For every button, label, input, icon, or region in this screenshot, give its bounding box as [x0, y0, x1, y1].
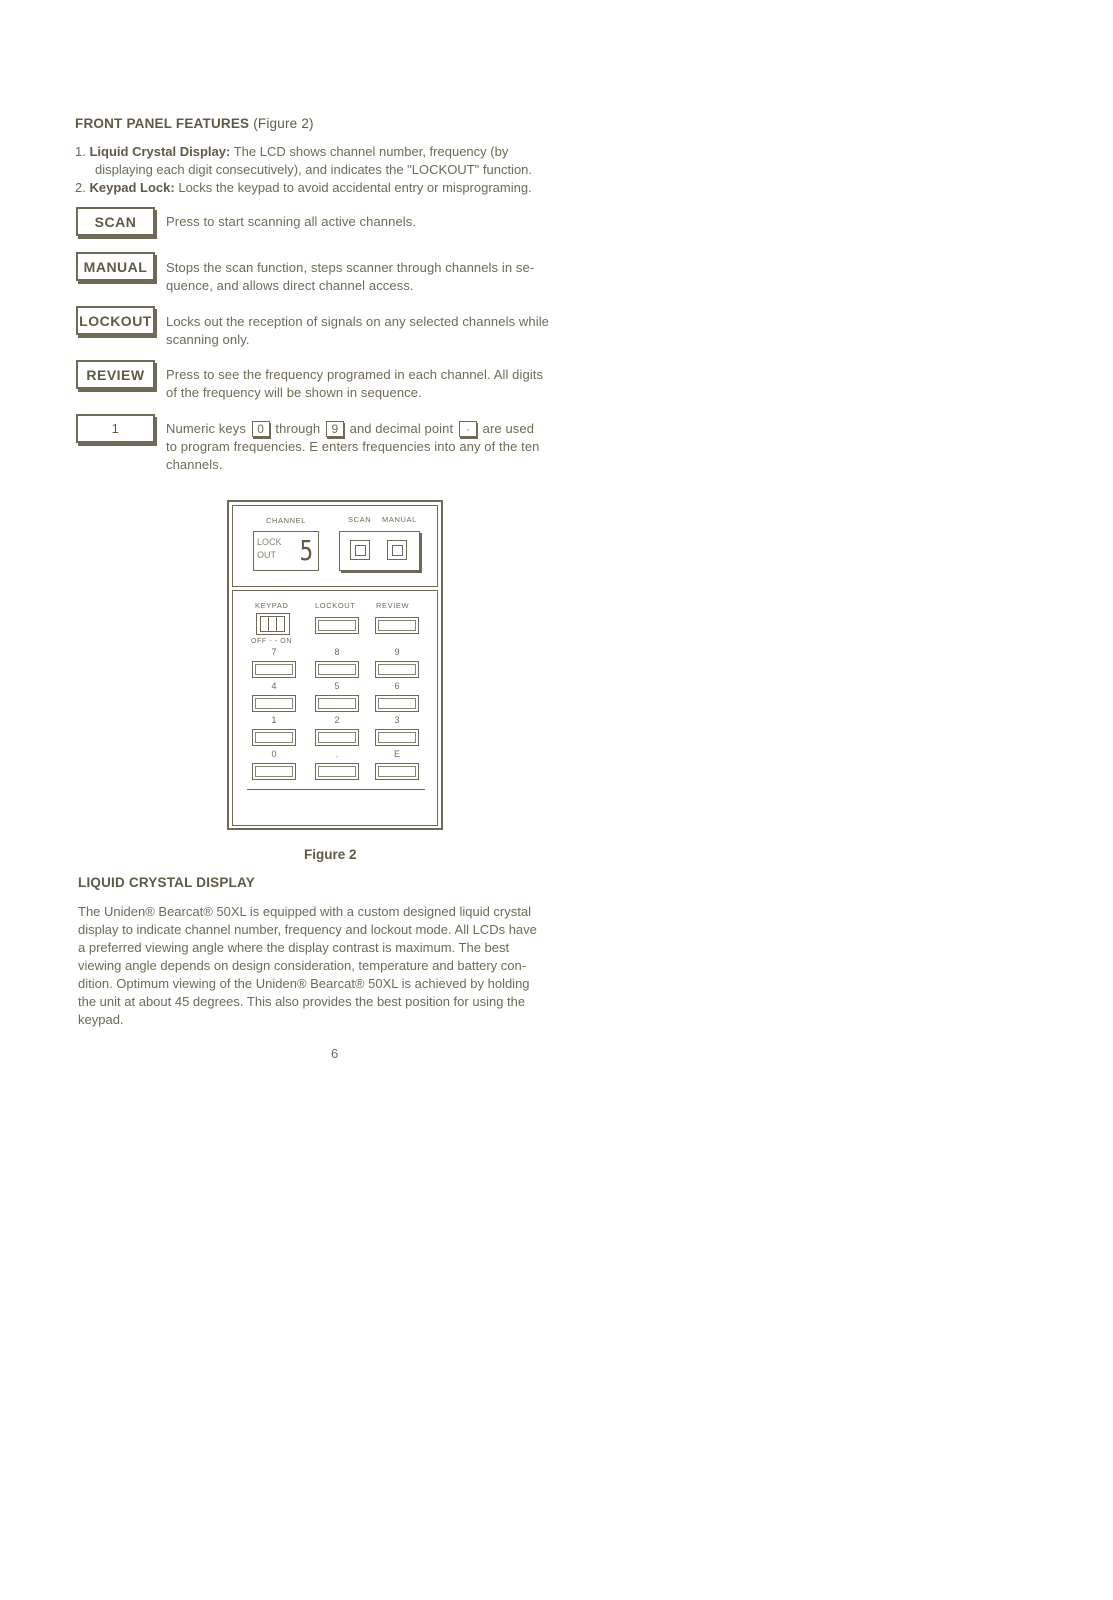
lockout-description — [166, 313, 549, 349]
desc-text: Numeric keys — [166, 421, 246, 436]
scan-manual-block — [339, 531, 420, 571]
key-4-icon — [252, 695, 296, 712]
paragraph-line: the unit at about 45 degrees. This also provides the best position for using the — [78, 994, 526, 1009]
key-decimal-icon — [315, 763, 359, 780]
manual-description — [166, 259, 534, 295]
manual-button-icon — [387, 540, 407, 560]
key-2-icon — [315, 729, 359, 746]
section-heading-lcd: LIQUID CRYSTAL DISPLAY — [78, 875, 255, 890]
key-1-label: 1 — [271, 715, 277, 725]
item-label: Liquid Crystal Display: — [89, 144, 231, 159]
desc-line: Press to see the frequency programed in each channel. All digits — [166, 367, 544, 382]
keypad-divider — [247, 789, 425, 790]
lcd-window — [253, 531, 319, 571]
key-7-label: 7 — [271, 647, 277, 657]
key-3-label: 3 — [394, 715, 400, 725]
key-e-label: E — [393, 749, 400, 759]
desc-text: and decimal point — [349, 421, 454, 436]
feature-item-2 — [75, 179, 585, 197]
off-on-label: OFF - - ON — [251, 638, 292, 645]
item-text-cont: displaying each digit consecutively), and indicates the "LOCKOUT" function. — [95, 162, 533, 177]
key-9-icon — [375, 661, 419, 678]
review-button-icon — [375, 617, 419, 634]
paragraph-line: display to indicate channel number, frequency and lockout mode. All LCDs have — [78, 922, 537, 937]
keypad-label: KEYPAD — [255, 601, 289, 610]
item-number: 2. — [75, 180, 86, 195]
item-text: The LCD shows channel number, frequency (by — [233, 144, 509, 159]
key-1-icon — [252, 729, 296, 746]
lcd-paragraph — [78, 903, 598, 1029]
key-label: SCAN — [94, 213, 137, 230]
paragraph-line: viewing angle depends on design consideration, temperature and battery con- — [78, 958, 527, 973]
scan-button-icon — [350, 540, 370, 560]
key-8-icon — [315, 661, 359, 678]
key-label: REVIEW — [86, 366, 145, 383]
desc-line: scanning only. — [166, 332, 250, 347]
desc-text: are used — [482, 421, 535, 436]
heading-text: FRONT PANEL FEATURES — [75, 116, 250, 131]
desc-line: quence, and allows direct channel access. — [166, 278, 414, 293]
keypad-lock-switch — [256, 613, 290, 635]
key-label: 1 — [111, 421, 120, 436]
desc-text: through — [275, 421, 321, 436]
key-5-label: 5 — [334, 681, 340, 691]
figure-caption: Figure 2 — [304, 847, 357, 862]
review-label: REVIEW — [376, 601, 410, 610]
lockout-label: LOCKOUT — [315, 601, 356, 610]
paragraph-line: keypad. — [78, 1012, 124, 1027]
item-text: Locks the keypad to avoid accidental entry or misprograming. — [178, 180, 532, 195]
item-number: 1. — [75, 144, 86, 159]
inline-key-9: 9 — [326, 421, 344, 437]
lcd-out-text: OUT — [257, 550, 276, 560]
desc-line: channels. — [166, 457, 223, 472]
scan-label: SCAN — [348, 515, 372, 524]
paragraph-line: dition. Optimum viewing of the Uniden® Bearcat® 50XL is achieved by holding — [78, 976, 530, 991]
heading-figure-ref: (Figure 2) — [253, 116, 314, 131]
key-8-label: 8 — [334, 647, 340, 657]
channel-label: CHANNEL — [266, 516, 307, 525]
keypad-section — [232, 590, 438, 826]
review-description — [166, 366, 543, 402]
page-number: 6 — [331, 1046, 339, 1061]
section-heading-front-panel — [75, 116, 314, 131]
inline-key-0: 0 — [252, 421, 270, 437]
manual-label: MANUAL — [382, 515, 417, 524]
key-3-icon — [375, 729, 419, 746]
feature-item-1 — [75, 143, 585, 179]
key-label: MANUAL — [83, 258, 148, 275]
display-section — [232, 505, 438, 587]
desc-line: Stops the scan function, steps scanner through channels in se- — [166, 260, 535, 275]
key-9-label: 9 — [394, 647, 400, 657]
numeric-description — [166, 420, 540, 474]
scanner-panel-figure — [227, 500, 443, 830]
lcd-digit: 5 — [299, 534, 314, 567]
key-4-label: 4 — [271, 681, 277, 691]
key-2-label: 2 — [334, 715, 340, 725]
scan-key — [76, 207, 155, 236]
item-label: Keypad Lock: — [89, 180, 175, 195]
desc-line: Locks out the reception of signals on any selected channels while — [166, 314, 550, 329]
key-label: LOCKOUT — [79, 312, 152, 329]
paragraph-line: The Uniden® Bearcat® 50XL is equipped with a custom designed liquid crystal — [78, 904, 531, 919]
review-key — [76, 360, 155, 389]
paragraph-line: a preferred viewing angle where the display contrast is maximum. The best — [78, 940, 510, 955]
key-6-icon — [375, 695, 419, 712]
key-5-icon — [315, 695, 359, 712]
manual-key — [76, 252, 155, 281]
scan-description — [166, 213, 416, 231]
key-6-label: 6 — [394, 681, 400, 691]
key-decimal-label: . — [335, 749, 339, 759]
key-0-icon — [252, 763, 296, 780]
desc-line: to program frequencies. E enters frequencies into any of the ten — [166, 439, 540, 454]
lockout-button-icon — [315, 617, 359, 634]
inline-key-decimal: · — [459, 421, 477, 437]
desc-line: of the frequency will be shown in sequence. — [166, 385, 422, 400]
key-0-label: 0 — [271, 749, 277, 759]
lockout-key — [76, 306, 155, 335]
lcd-lock-text: LOCK — [257, 537, 282, 547]
desc-line: Press to start scanning all active channels. — [166, 214, 417, 229]
numeric-key — [76, 414, 155, 443]
key-e-icon — [375, 763, 419, 780]
key-7-icon — [252, 661, 296, 678]
